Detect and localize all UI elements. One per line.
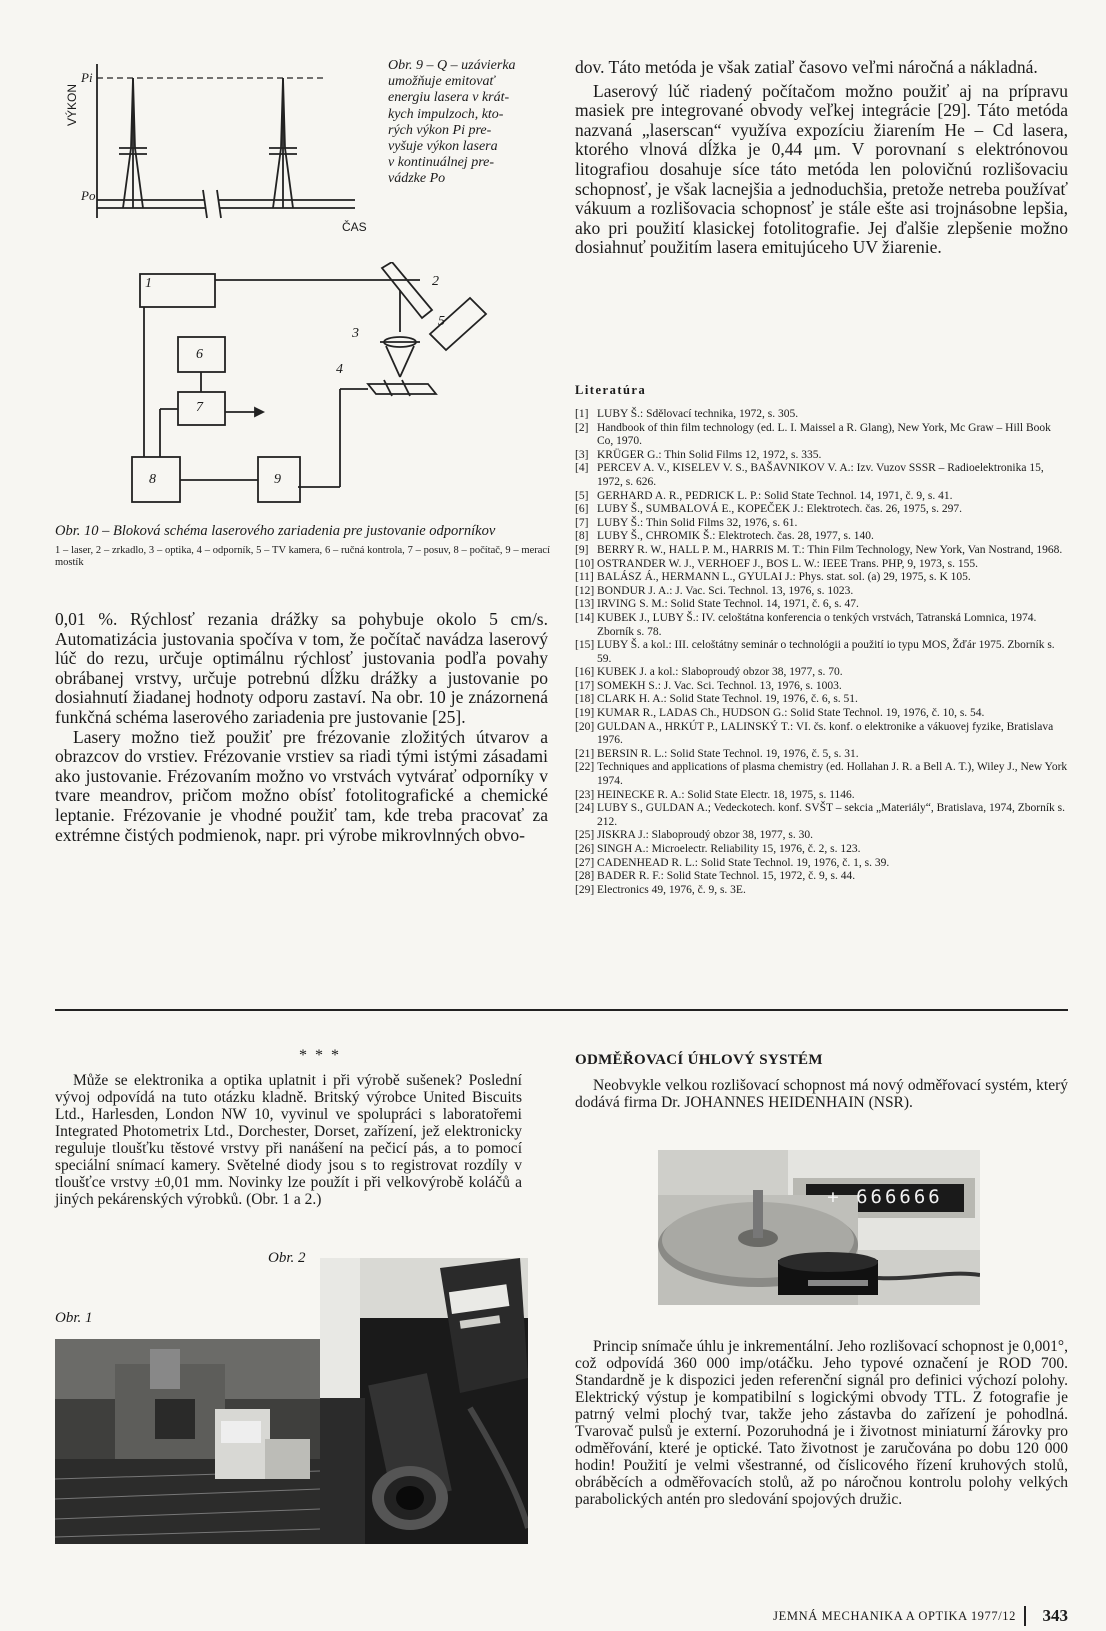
reference-list bbox=[575, 408, 1068, 897]
block-7-label: 7 bbox=[196, 400, 203, 415]
reference-number: [29] bbox=[575, 883, 595, 896]
reference-text: KUBEK J., LUBY Š.: IV. celoštátna konferencia o tenkých vrstvách, Tatranská Lomnica, 1974. Zborník s. 78. bbox=[597, 611, 1037, 638]
reference-text: BADER R. F.: Solid State Technol. 15, 1972, č. 9, s. 44. bbox=[597, 870, 856, 883]
reference-number: [4] bbox=[575, 462, 589, 475]
reference-text: BALÁSZ Á., HERMANN L., GYULAI J.: Phys. stat. sol. (a) 29, 1975, s. K 105. bbox=[597, 571, 971, 584]
caption-line: energiu lasera v krát- bbox=[388, 90, 510, 106]
reference-text: PERCEV A. V., KISELEV V. S., BAŠAVNIKOV V. A.: Izv. Vuzov SSSR – Radioelektronika 15, 1972, s. 626. bbox=[597, 462, 1044, 488]
reference-number: [13] bbox=[575, 598, 595, 611]
block-8-label: 8 bbox=[149, 472, 156, 487]
reference-number: [2] bbox=[575, 421, 589, 434]
reference-item bbox=[575, 558, 1068, 572]
reference-text: Electronics 49, 1976, č. 9, s. 3E. bbox=[597, 883, 746, 896]
reference-text: IRVING S. M.: Solid State Technol. 14, 1971, č. 6, s. 47. bbox=[597, 598, 859, 611]
journal-name: JEMNÁ MECHANIKA A OPTIKA 1977/12 bbox=[773, 1609, 1016, 1623]
reference-item bbox=[575, 680, 1068, 694]
reference-item bbox=[575, 408, 1068, 422]
reference-number: [5] bbox=[575, 489, 589, 502]
reference-text: CLARK H. A.: Solid State Technol. 19, 1976, č. 6, s. 51. bbox=[597, 693, 858, 706]
y-bottom-label: Po bbox=[81, 188, 96, 203]
reference-number: [18] bbox=[575, 693, 595, 706]
figure-9-caption bbox=[388, 58, 530, 188]
reference-item bbox=[575, 422, 1068, 449]
reference-item bbox=[575, 612, 1068, 639]
news-text-right: Princip snímače úhlu je inkrementální. Jeho rozlišovací schopnost je 0,001°, což odpovídá 360 000 imp/otáčku. Jeho typové označení je ROD 700. Standardně je k dispozici jeden referenční signál pro definici výchozí polohy. Elektrický výstup je kompatibilní s logickými obvody TTL. Z fotografie je patrný velmi plochý tvar, takže jeho zástavba do zařízení je pohodlná. Tvarovač pulsů je externí. Pozoruhodná je i životnost miniaturní žárovky pro odměřování, které je optické. Tato životnost je zaručována po dobu 120 000 hodin! Použití je velmi všestranné, od číslicového řízení kruhových stolů, obráběcích a odměřovacích stolů, až po náročnou kontrolu polohy velkých parabolických antén pro sledování spojových družic. bbox=[575, 1338, 1068, 1508]
reference-number: [10] bbox=[575, 557, 595, 570]
reference-item bbox=[575, 585, 1068, 599]
news-intro: Neobvykle velkou rozlišovací schopnost má nový odměřovací systém, který dodává firma Dr. JOHANNES HEIDENHAIN (NSR). bbox=[575, 1077, 1068, 1111]
photo-1 bbox=[55, 1339, 320, 1544]
obr-1-label: Obr. 1 bbox=[55, 1310, 93, 1326]
reference-text: CADENHEAD R. L.: Solid State Technol. 19, 1976, č. 1, s. 39. bbox=[597, 856, 890, 869]
reference-text: KUBEK J. a kol.: Slaboproudý obzor 38, 1977, s. 70. bbox=[597, 666, 843, 679]
reference-number: [26] bbox=[575, 843, 595, 855]
block-1-label: 1 bbox=[145, 276, 152, 291]
left-column-text bbox=[55, 610, 548, 845]
x-axis-label: ČAS bbox=[342, 220, 367, 234]
reference-number: [8] bbox=[575, 530, 589, 543]
caption-line: vádzke Po bbox=[388, 171, 446, 187]
footer-divider bbox=[1024, 1606, 1026, 1626]
reference-item bbox=[575, 449, 1068, 463]
reference-number: [14] bbox=[575, 611, 595, 624]
optics-label: 3 bbox=[352, 326, 359, 341]
caption-legend: 1 – laser, 2 – zrkadlo, 3 – optika, 4 – odporník, 5 – TV kamera, 6 – ručná kontrola, 7 – posuv, 8 – počítač, 9 – merací mostík bbox=[55, 544, 550, 568]
reference-number: [9] bbox=[575, 543, 589, 556]
block-6-label: 6 bbox=[196, 347, 203, 362]
reference-text: LUBY Š.: Sdělovací technika, 1972, s. 305. bbox=[597, 408, 799, 420]
figure-10-diagram bbox=[130, 262, 510, 517]
reference-text: SINGH A.: Microelectr. Reliability 15, 1976, č. 2, s. 123. bbox=[597, 843, 861, 855]
reference-text: LUBY Š., SUMBALOVÁ E., KOPEČEK J.: Elektrotech. čas. 26, 1975, s. 297. bbox=[597, 503, 963, 516]
reference-number: [11] bbox=[575, 571, 594, 584]
reference-text: KRÜGER G.: Thin Solid Films 12, 1972, s. 335. bbox=[597, 448, 822, 461]
y-axis-label: VÝKON bbox=[65, 84, 79, 127]
reference-text: Handbook of thin film technology (ed. L. I. Maissel a R. Glang), New York, Mc Graw – Hill Book Co, 1970. bbox=[597, 421, 1051, 448]
angle-encoder-photo bbox=[658, 1150, 980, 1305]
reference-number: [19] bbox=[575, 707, 595, 720]
reference-item bbox=[575, 517, 1068, 531]
reference-item bbox=[575, 884, 1068, 898]
reference-text: KUMAR R., LADAS Ch., HUDSON G.: Solid State Technol. 19, 1976, č. 10, s. 54. bbox=[597, 707, 985, 720]
paragraph: Laserový lúč riadený počítačom možno použiť aj na prípravu masiek pre integrované obvody veľkej integrácie [29]. Táto metóda nazvaná „laserscan“ využíva expozíciu žiarením He – Cd lasera, ktorého vlnová dĺžka je 0,44 μm. V porovnaní s elektrónovou litografiou dosahuje síce táto metóda len polovičnú rozlišovaciu schopnosť, je však lacnejšia a jednoduchšia, pretože netreba používať vákuum a rozlišovacia schopnosť je stále ešte asi trojnásobne lepšia, ako pri použití klasickej fotolitografie. Jej ďalšie zlepšenie možno dosiahnuť použitím lasera emitujúceho UV žiarenie. bbox=[575, 80, 1068, 258]
caption-title: Obr. 10 – Bloková schéma laserového zariadenia pre justovanie odporníkov bbox=[55, 523, 496, 539]
paragraph: dov. Táto metóda je však zatiaľ časovo veľmi náročná a nákladná. bbox=[575, 57, 1038, 77]
reference-item bbox=[575, 761, 1068, 788]
reference-item bbox=[575, 503, 1068, 517]
caption-line: Obr. 9 – Q – uzávierka bbox=[388, 58, 516, 73]
news-heading: ODMĚŘOVACÍ ÚHLOVÝ SYSTÉM bbox=[575, 1052, 823, 1068]
right-column-text bbox=[575, 58, 1068, 258]
reference-item bbox=[575, 571, 1068, 585]
reference-text: BERRY R. W., HALL P. M., HARRIS M. T.: Thin Film Technology, New York, Van Nostrand, 1968. bbox=[597, 543, 1063, 556]
reference-text: LUBY Š., CHROMIK Š.: Elektrotech. čas. 28, 1977, s. 140. bbox=[597, 530, 874, 543]
camera-label: 5 bbox=[438, 314, 445, 329]
news-text: Může se elektronika a optika uplatnit i při výrobě sušenek? Poslední vývoj odpovídá na tuto otázku kladně. Britský výrobce United Biscuits Ltd., Harlesden, London NW 10, vyvinul ve spolupráci s laboratořemi Integrated Photometrix Ltd., Dorchester, Dorset, zařízení, jež elektronicky reguluje tloušťku těstové vrstvy při nanášení na pečicí pás, a to pomocí speciální snímací kamery. Světelné diody jsou s to registrovat rozdíly v tloušťce vrstvy ±0,01 mm. Novinky lze použít i při velkovýrobě koláčů a jiných pekárenských výrobků. (Obr. 1 a 2.) bbox=[55, 1072, 522, 1208]
news-stars: * * * bbox=[299, 1047, 341, 1064]
reference-number: [3] bbox=[575, 448, 589, 461]
reference-item bbox=[575, 530, 1068, 544]
reference-item bbox=[575, 639, 1068, 666]
reference-number: [23] bbox=[575, 788, 595, 801]
reference-item bbox=[575, 802, 1068, 829]
reference-item bbox=[575, 829, 1068, 843]
reference-number: [25] bbox=[575, 829, 595, 842]
reference-item bbox=[575, 857, 1068, 871]
figure-10-caption bbox=[55, 523, 550, 569]
reference-number: [15] bbox=[575, 639, 595, 652]
reference-text: GERHARD A. R., PEDRICK L. P.: Solid State Technol. 14, 1971, č. 9, s. 41. bbox=[597, 489, 953, 502]
reference-text: LUBY Š. a kol.: III. celoštátny seminár o technológii a použití io typu MOS, Žďár 1975. Zborník s. 59. bbox=[597, 639, 1055, 665]
reference-item bbox=[575, 721, 1068, 748]
reference-item bbox=[575, 748, 1068, 762]
reference-item bbox=[575, 789, 1068, 803]
reference-text: GULDAN A., HRKÚT P., LALINSKÝ T.: VI. čs. konf. o elektronike a vákuovej fyzike, Bratislava 1976. bbox=[597, 720, 1054, 747]
reference-number: [24] bbox=[575, 802, 595, 815]
reference-text: LUBY Š.: Thin Solid Films 32, 1976, s. 61. bbox=[597, 516, 798, 529]
reference-number: [20] bbox=[575, 720, 595, 733]
footer bbox=[700, 1606, 1068, 1626]
encoder-display-readout: + 666666 bbox=[827, 1186, 943, 1208]
paragraph: Lasery možno tiež použiť pre frézovanie zložitých útvarov a obrazcov do vrstiev. Frézovanie vrstiev sa riadi tými istými zásadami ako justovanie. Frézovaním možno vo vrstvách vytvárať odporníky v tvare meandrov, pričom možno obísť fotolitografické a chemické leptanie. Frézovanie je vhodné použiť tam, kde treba pracovať za extrémne čistých podmienok, napr. pri výrobe mikrovlnných obvo- bbox=[55, 726, 548, 845]
caption-line: kych impulzoch, kto- bbox=[388, 106, 504, 122]
reference-item bbox=[575, 707, 1068, 721]
obr-2-label: Obr. 2 bbox=[268, 1250, 306, 1266]
photo-2 bbox=[320, 1258, 528, 1544]
y-top-label: Pi bbox=[81, 70, 93, 85]
caption-line: umožňuje emitovať bbox=[388, 74, 495, 90]
reference-text: Techniques and applications of plasma chemistry (ed. Hollahan J. R. a Bell A. T.), Wiley J., New York 1974. bbox=[597, 761, 1068, 788]
reference-number: [16] bbox=[575, 666, 595, 679]
reference-number: [6] bbox=[575, 503, 589, 516]
caption-line: vyšuje výkon lasera bbox=[388, 139, 498, 155]
reference-number: [27] bbox=[575, 856, 595, 869]
reference-item bbox=[575, 870, 1068, 884]
section-divider bbox=[55, 1009, 1068, 1011]
reference-number: [12] bbox=[575, 584, 595, 597]
biscuit-machine-photo bbox=[55, 1339, 320, 1544]
reference-item bbox=[575, 490, 1068, 504]
page-number: 343 bbox=[1042, 1606, 1068, 1625]
mirror-label: 2 bbox=[432, 274, 439, 289]
pulse-diagram bbox=[55, 58, 380, 238]
reference-number: [22] bbox=[575, 761, 595, 774]
block-9-label: 9 bbox=[274, 472, 281, 487]
literatura-heading: Literatúra bbox=[575, 383, 647, 397]
figure-9-plot bbox=[55, 58, 380, 238]
paragraph: 0,01 %. Rýchlosť rezania drážky sa pohybuje okolo 5 cm/s. Automatizácia justovania spočíva v tom, že počítač navádza laserový lúč do rezu, určuje optimálnu rýchlosť justovania podľa povahy obrábanej vrstvy, určuje potrebnú dĺžku drážky a justovanie po dosiahnutí žiadanej hodnoty odporu zastaví. Na obr. 10 je znázornená funkčná schéma laserového zariadenia pre justovanie [25]. bbox=[55, 609, 548, 727]
reference-text: SOMEKH S.: J. Vac. Sci. Technol. 13, 1976, s. 1003. bbox=[597, 679, 842, 692]
reference-number: [1] bbox=[575, 408, 589, 420]
reference-number: [21] bbox=[575, 747, 595, 760]
reference-item bbox=[575, 843, 1068, 857]
reference-item bbox=[575, 544, 1068, 558]
reference-text: OSTRANDER W. J., VERHOEF J., BOS L. W.: IEEE Trans. PHP, 9, 1973, s. 155. bbox=[597, 557, 978, 570]
reference-item bbox=[575, 666, 1068, 680]
reference-text: JISKRA J.: Slaboproudý obzor 38, 1977, s. 30. bbox=[597, 829, 813, 842]
reference-text: BERSIN R. L.: Solid State Technol. 19, 1976, č. 5, s. 31. bbox=[597, 747, 859, 760]
photo-3 bbox=[658, 1150, 980, 1305]
caption-line: rých výkon Pi pre- bbox=[388, 122, 492, 138]
reference-item bbox=[575, 598, 1068, 612]
resistor-label: 4 bbox=[336, 362, 343, 377]
reference-number: [17] bbox=[575, 679, 595, 692]
reference-text: BONDUR J. A.: J. Vac. Sci. Technol. 13, 1976, s. 1023. bbox=[597, 584, 854, 597]
reference-text: HEINECKE R. A.: Solid State Electr. 18, 1975, s. 1146. bbox=[597, 788, 855, 801]
camera-photo bbox=[320, 1258, 528, 1544]
reference-item bbox=[575, 693, 1068, 707]
caption-line: v kontinuálnej pre- bbox=[388, 155, 495, 171]
reference-item bbox=[575, 462, 1068, 489]
reference-number: [7] bbox=[575, 516, 589, 529]
block-diagram bbox=[130, 262, 510, 517]
reference-number: [28] bbox=[575, 870, 595, 883]
reference-text: LUBY S., GULDAN A.; Vedeckotech. konf. SVŠT – sekcia „Materiály“, Bratislava, 1974, Zborník s. 212. bbox=[597, 802, 1066, 828]
